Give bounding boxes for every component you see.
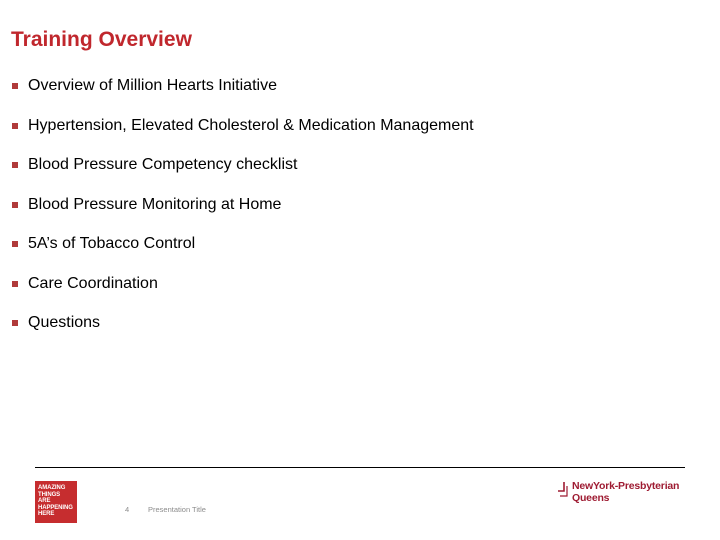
nyp-queens-logo <box>558 479 690 507</box>
bullet-list <box>12 76 474 353</box>
square-bullet-icon <box>12 162 18 168</box>
brand-location: Queens <box>572 492 610 504</box>
page-number: 4 <box>125 505 130 514</box>
tagline-line: THINGS <box>38 491 61 498</box>
tagline-line: AMAZING <box>38 485 66 491</box>
bullet-item <box>12 313 474 333</box>
bullet-text: Care Coordination <box>28 274 158 292</box>
bullet-text: Hypertension, Elevated Cholesterol & Medication Management <box>28 116 474 134</box>
bullet-item <box>12 234 474 254</box>
bullet-text: Questions <box>28 314 101 331</box>
square-bullet-icon <box>12 83 18 89</box>
footer-presentation-title: Presentation Title <box>148 505 206 514</box>
footer-divider <box>35 467 685 468</box>
nyp-bracket-icon <box>558 482 568 497</box>
square-bullet-icon <box>12 241 18 247</box>
amazing-things-logo <box>35 481 77 523</box>
bullet-item <box>12 195 474 215</box>
bullet-item <box>12 274 474 294</box>
slide-title: Training Overview <box>11 28 192 51</box>
square-bullet-icon <box>12 281 18 287</box>
tagline-line: ARE <box>38 498 51 505</box>
square-bullet-icon <box>12 320 18 326</box>
bullet-text: 5A’s of Tobacco Control <box>28 235 196 252</box>
bullet-item <box>12 116 474 136</box>
square-bullet-icon <box>12 202 18 208</box>
bullet-text: Blood Pressure Monitoring at Home <box>28 195 282 213</box>
bullet-text: Blood Pressure Competency checklist <box>28 156 298 173</box>
bullet-item <box>12 76 474 96</box>
bullet-text: Overview of Million Hearts Initiative <box>28 77 277 94</box>
tagline-line: HAPPENING <box>38 504 73 511</box>
tagline-line: HERE <box>38 511 55 518</box>
brand-name: NewYork-Presbyterian <box>572 480 680 492</box>
square-bullet-icon <box>12 123 18 129</box>
bullet-item <box>12 155 474 175</box>
